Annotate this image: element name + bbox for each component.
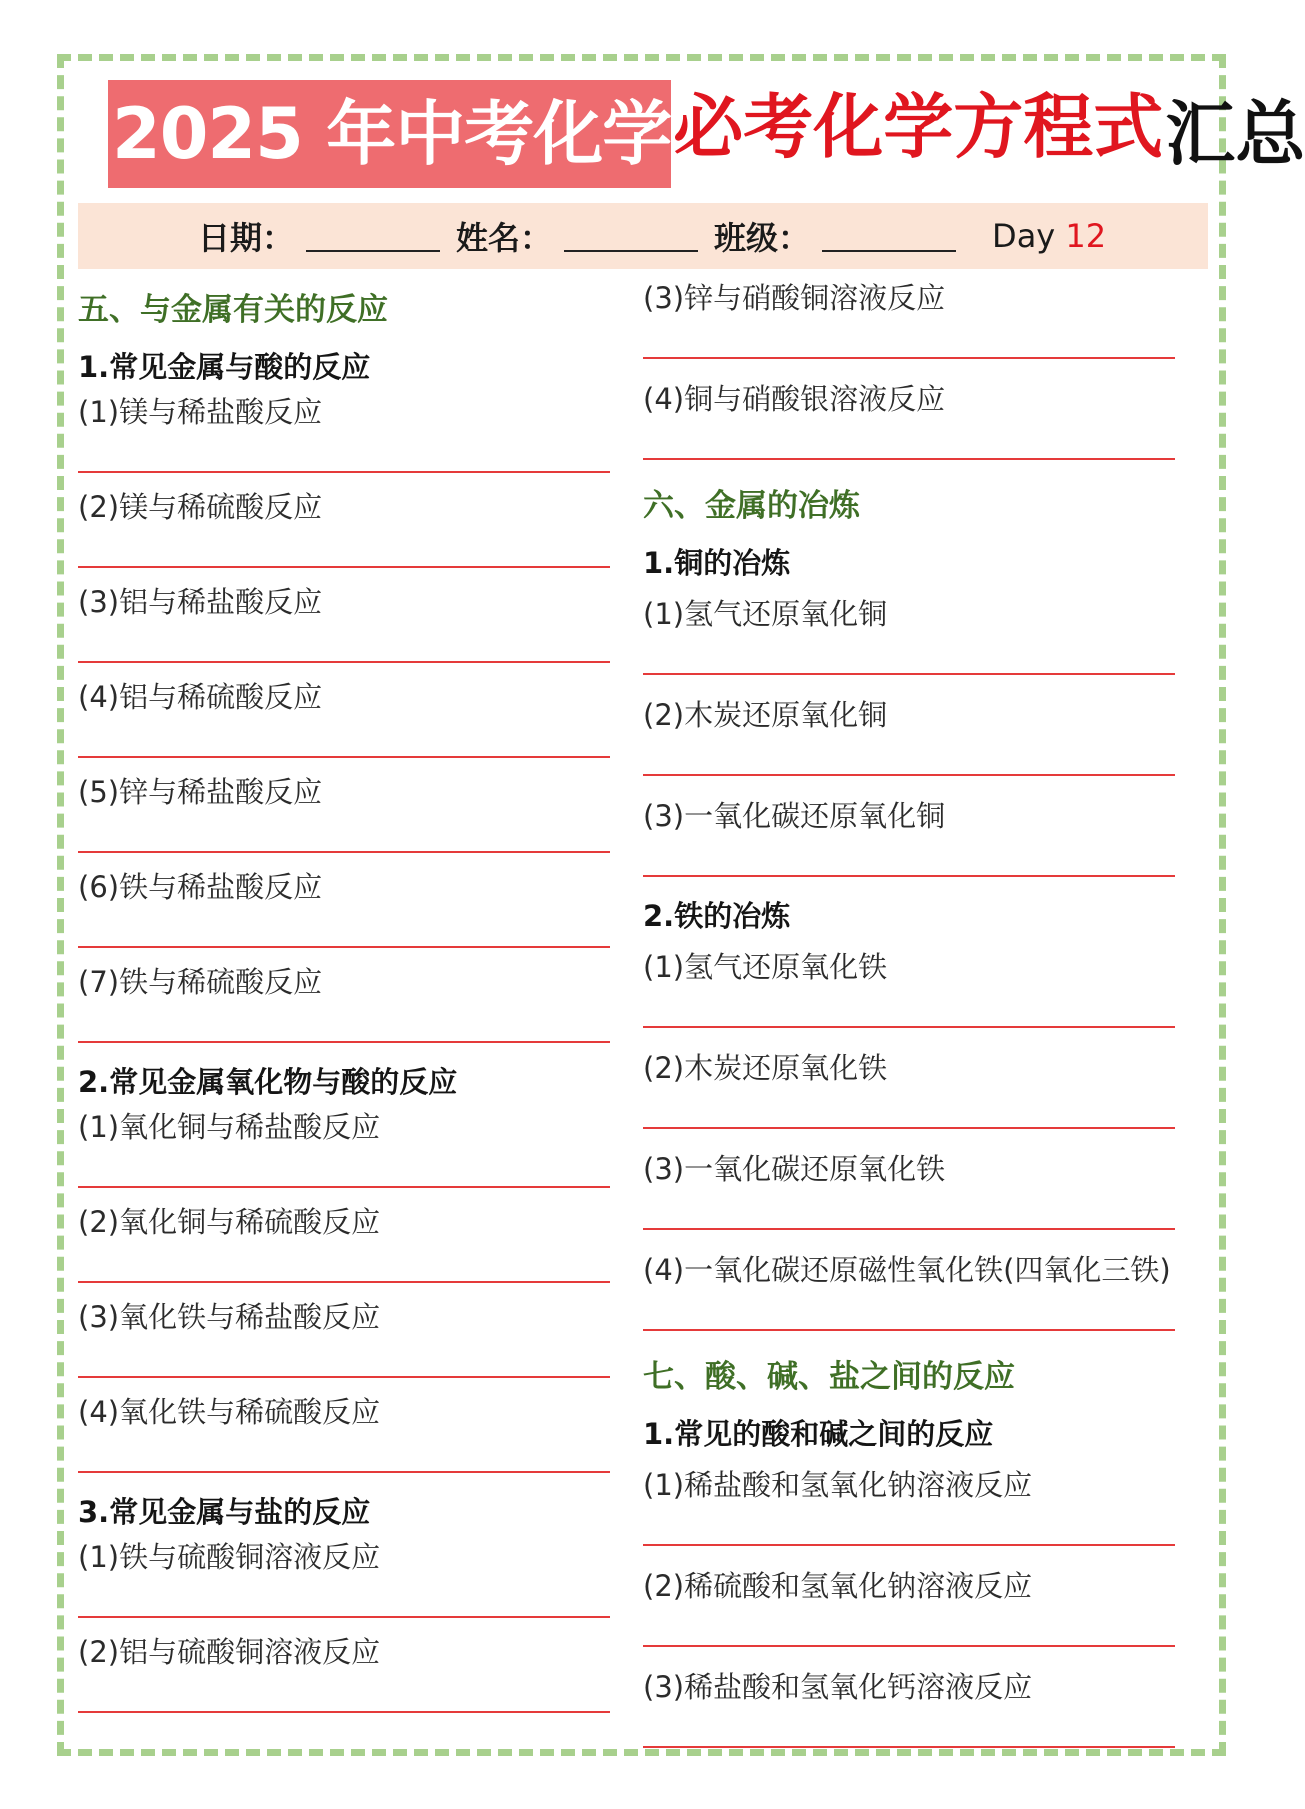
item-label: (6)铁与稀盐酸反应 [78,870,323,904]
list-item [643,695,1175,790]
answer-line[interactable] [78,1281,610,1283]
subsection-title: 2.铁的冶炼 [643,899,791,933]
subsection-title: 1.铜的冶炼 [643,546,791,580]
answer-line[interactable] [78,946,610,948]
answer-line[interactable] [643,1026,1175,1028]
class-blank[interactable] [822,250,956,252]
answer-line[interactable] [643,1645,1175,1647]
item-label: (1)镁与稀盐酸反应 [78,395,323,429]
list-item [643,1048,1175,1143]
day-label: Day [992,217,1056,255]
list-item [643,1667,1175,1762]
item-label: (1)氢气还原氧化铁 [643,950,888,984]
item-label: (2)木炭还原氧化铁 [643,1051,888,1085]
answer-line[interactable] [78,756,610,758]
answer-line[interactable] [78,1041,610,1043]
item-label: (4)铜与硝酸银溶液反应 [643,382,946,416]
item-label: (2)木炭还原氧化铜 [643,698,888,732]
day-number: 12 [1065,217,1107,255]
item-label: (4)铝与稀硫酸反应 [78,680,323,714]
date-blank[interactable] [306,250,440,252]
date-field [198,213,440,259]
item-label: (3)一氧化碳还原氧化铁 [643,1152,946,1186]
name-label: 姓名： [456,219,553,257]
answer-line[interactable] [643,774,1175,776]
item-label: (2)稀硫酸和氢氧化钠溶液反应 [643,1569,1033,1603]
list-item [78,1107,610,1202]
list-item [643,947,1175,1042]
subsection-title: 1.常见金属与酸的反应 [78,350,371,384]
answer-line[interactable] [643,458,1175,460]
title-part-end: 汇总 [1165,93,1305,175]
answer-line[interactable] [643,1544,1175,1546]
item-label: (4)一氧化碳还原磁性氧化铁(四氧化三铁) [643,1253,1171,1287]
list-item [78,487,610,582]
list-item [78,772,610,867]
left-column [78,278,610,1727]
answer-line[interactable] [643,357,1175,359]
list-item [643,1465,1175,1560]
section-title: 六、金属的冶炼 [643,488,860,524]
item-label: (1)稀盐酸和氢氧化钠溶液反应 [643,1468,1033,1502]
list-item [78,392,610,487]
list-item [643,1149,1175,1244]
item-label: (1)铁与硫酸铜溶液反应 [78,1540,381,1574]
answer-line[interactable] [78,661,610,663]
item-label: (5)锌与稀盐酸反应 [78,775,323,809]
list-item [643,796,1175,891]
list-item [78,582,610,677]
item-label: (4)氧化铁与稀硫酸反应 [78,1395,381,1429]
answer-line[interactable] [643,673,1175,675]
item-label: (1)氢气还原氧化铜 [643,597,888,631]
item-label: (1)氧化铜与稀盐酸反应 [78,1110,381,1144]
list-item [78,1297,610,1392]
list-item [643,278,1175,373]
date-label: 日期： [198,219,295,257]
answer-line[interactable] [643,875,1175,877]
list-item [78,1632,610,1727]
list-item [78,867,610,962]
info-bar [78,203,1208,269]
subsection-title: 3.常见金属与盐的反应 [78,1495,371,1529]
subsection-title: 2.常见金属氧化物与酸的反应 [78,1065,458,1099]
list-item [78,1537,610,1632]
answer-line[interactable] [78,1471,610,1473]
list-item [643,594,1175,689]
item-label: (3)锌与硝酸铜溶液反应 [643,281,946,315]
section-title: 七、酸、碱、盐之间的反应 [643,1359,1015,1395]
answer-line[interactable] [78,1376,610,1378]
answer-line[interactable] [78,566,610,568]
item-label: (3)一氧化碳还原氧化铜 [643,799,946,833]
answer-line[interactable] [78,1711,610,1713]
name-blank[interactable] [564,250,698,252]
title-part-highlight: 必考化学方程式 [671,92,1165,176]
name-field [456,213,698,259]
title-part-year: 2025 年中考化学 [108,80,671,188]
item-label: (3)稀盐酸和氢氧化钙溶液反应 [643,1670,1033,1704]
list-item [78,677,610,772]
class-label: 班级： [714,219,811,257]
item-label: (2)氧化铜与稀硫酸反应 [78,1205,381,1239]
list-item [78,1202,610,1297]
item-label: (2)镁与稀硫酸反应 [78,490,323,524]
list-item [643,379,1175,474]
list-item [643,1250,1175,1345]
right-column [643,272,1175,1762]
list-item [78,1392,610,1487]
list-item [643,1566,1175,1661]
answer-line[interactable] [78,471,610,473]
answer-line[interactable] [643,1127,1175,1129]
answer-line[interactable] [643,1746,1175,1748]
class-field [714,213,956,259]
list-item [78,962,610,1057]
answer-line[interactable] [643,1228,1175,1230]
section-title: 五、与金属有关的反应 [78,292,388,328]
item-label: (7)铁与稀硫酸反应 [78,965,323,999]
item-label: (2)铝与硫酸铜溶液反应 [78,1635,381,1669]
answer-line[interactable] [643,1329,1175,1331]
page-title [108,80,1305,188]
answer-line[interactable] [78,1186,610,1188]
subsection-title: 1.常见的酸和碱之间的反应 [643,1417,994,1451]
day-indicator [992,217,1106,255]
item-label: (3)氧化铁与稀盐酸反应 [78,1300,381,1334]
answer-line[interactable] [78,1616,610,1618]
answer-line[interactable] [78,851,610,853]
item-label: (3)铝与稀盐酸反应 [78,585,323,619]
